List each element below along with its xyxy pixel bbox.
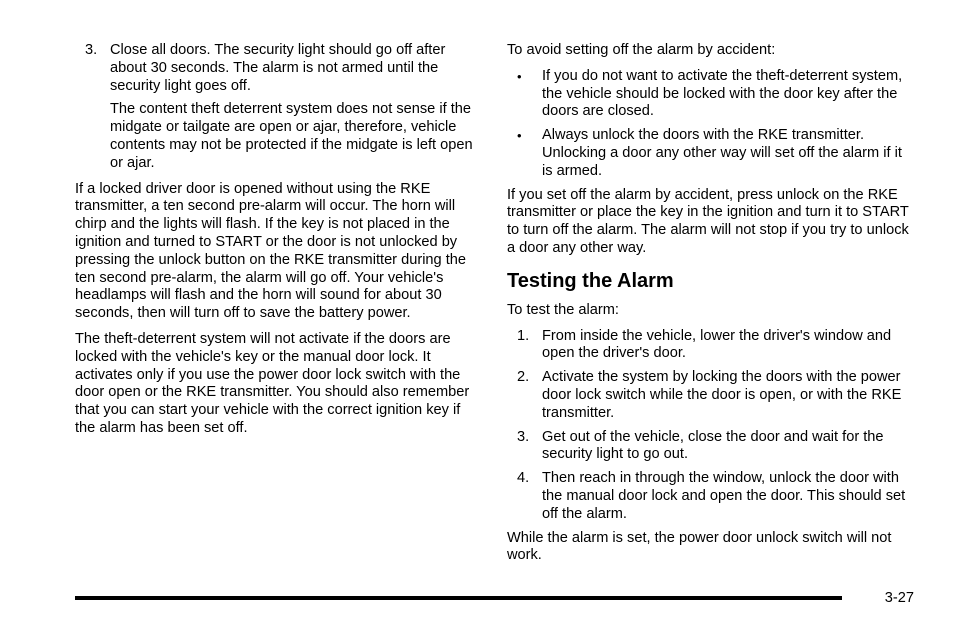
test-step-1 — [507, 328, 909, 364]
footer-rule — [75, 596, 842, 600]
test-step-4 — [507, 470, 909, 523]
bullet-item — [507, 68, 909, 121]
paragraph-accidental-alarm: If you set off the alarm by accident, press unlock on the RKE transmitter or place the key in the ignition and turn it to START to turn off the alarm. The alarm will not stop if you try to unlock a door any other way. — [507, 186, 909, 256]
paragraph-activation: The theft-deterrent system will not activate if the doors are locked with the vehicle's key or the manual door lock. It activates only if you use the power door lock switch with the door open or the RKE transmitter. You should also remember that you can start your vehicle with the correct ignition key if the alarm has been set off. — [75, 330, 470, 436]
step-text: From inside the vehicle, lower the driver's window and open the driver's door. — [542, 327, 892, 362]
step-text: Get out of the vehicle, close the door and wait for the security light to go out. — [542, 428, 884, 463]
step-text: Then reach in through the window, unlock the door with the manual door lock and open the door. This should set off the alarm. — [542, 470, 906, 522]
left-column — [75, 42, 477, 446]
step-number: 4. — [517, 470, 530, 487]
test-step-2 — [507, 369, 909, 422]
step-text: Activate the system by locking the doors with the power door lock switch while the door is open, or with the RKE transmitter. — [542, 369, 902, 421]
section-heading: Testing the Alarm — [507, 269, 674, 292]
step-number: 2. — [517, 369, 530, 386]
page-number: 3-27 — [884, 590, 914, 606]
step-3-note: The content theft deterrent system does not sense if the midgate or tailgate are open or ajar, therefore, vehicle contents may not be protected if the midgate is left open or ajar. — [110, 101, 473, 171]
bullet-icon: • — [517, 68, 522, 84]
paragraph-pre-alarm: If a locked driver door is opened without using the RKE transmitter, a ten second pre-alarm will occur. The horn will chirp and the lights will flash. If the key is not placed in the ignition and turned to START or the door is not unlocked by pressing the unlock button on the RKE transmitter during the ten second pre-alarm, the alarm will go off. Your vehicle's headlamps will flash and the horn will sound for about 30 seconds, then will turn off to save the battery power. — [75, 180, 467, 322]
bullet-text: If you do not want to activate the theft-deterrent system, the vehicle should be locked with the door key after the doors are closed. — [542, 67, 903, 120]
bullet-icon: • — [517, 128, 522, 144]
closing-paragraph: While the alarm is set, the power door unlock switch will not work. — [507, 529, 892, 564]
step-text: Close all doors. The security light should go off after about 30 seconds. The alarm is not armed until the security light goes off. — [110, 42, 446, 94]
bullet-item — [507, 127, 909, 180]
right-column — [507, 42, 909, 573]
step-number: 1. — [517, 327, 530, 344]
avoid-intro: To avoid setting off the alarm by accident: — [507, 42, 776, 58]
test-intro: To test the alarm: — [507, 301, 619, 318]
step-number: 3. — [85, 42, 98, 58]
bullet-text: Always unlock the doors with the RKE transmitter. Unlocking a door any other way will set off the alarm if it is armed. — [542, 127, 902, 179]
step-number: 3. — [517, 428, 530, 445]
step-3 — [75, 42, 477, 95]
test-step-3 — [507, 429, 909, 465]
